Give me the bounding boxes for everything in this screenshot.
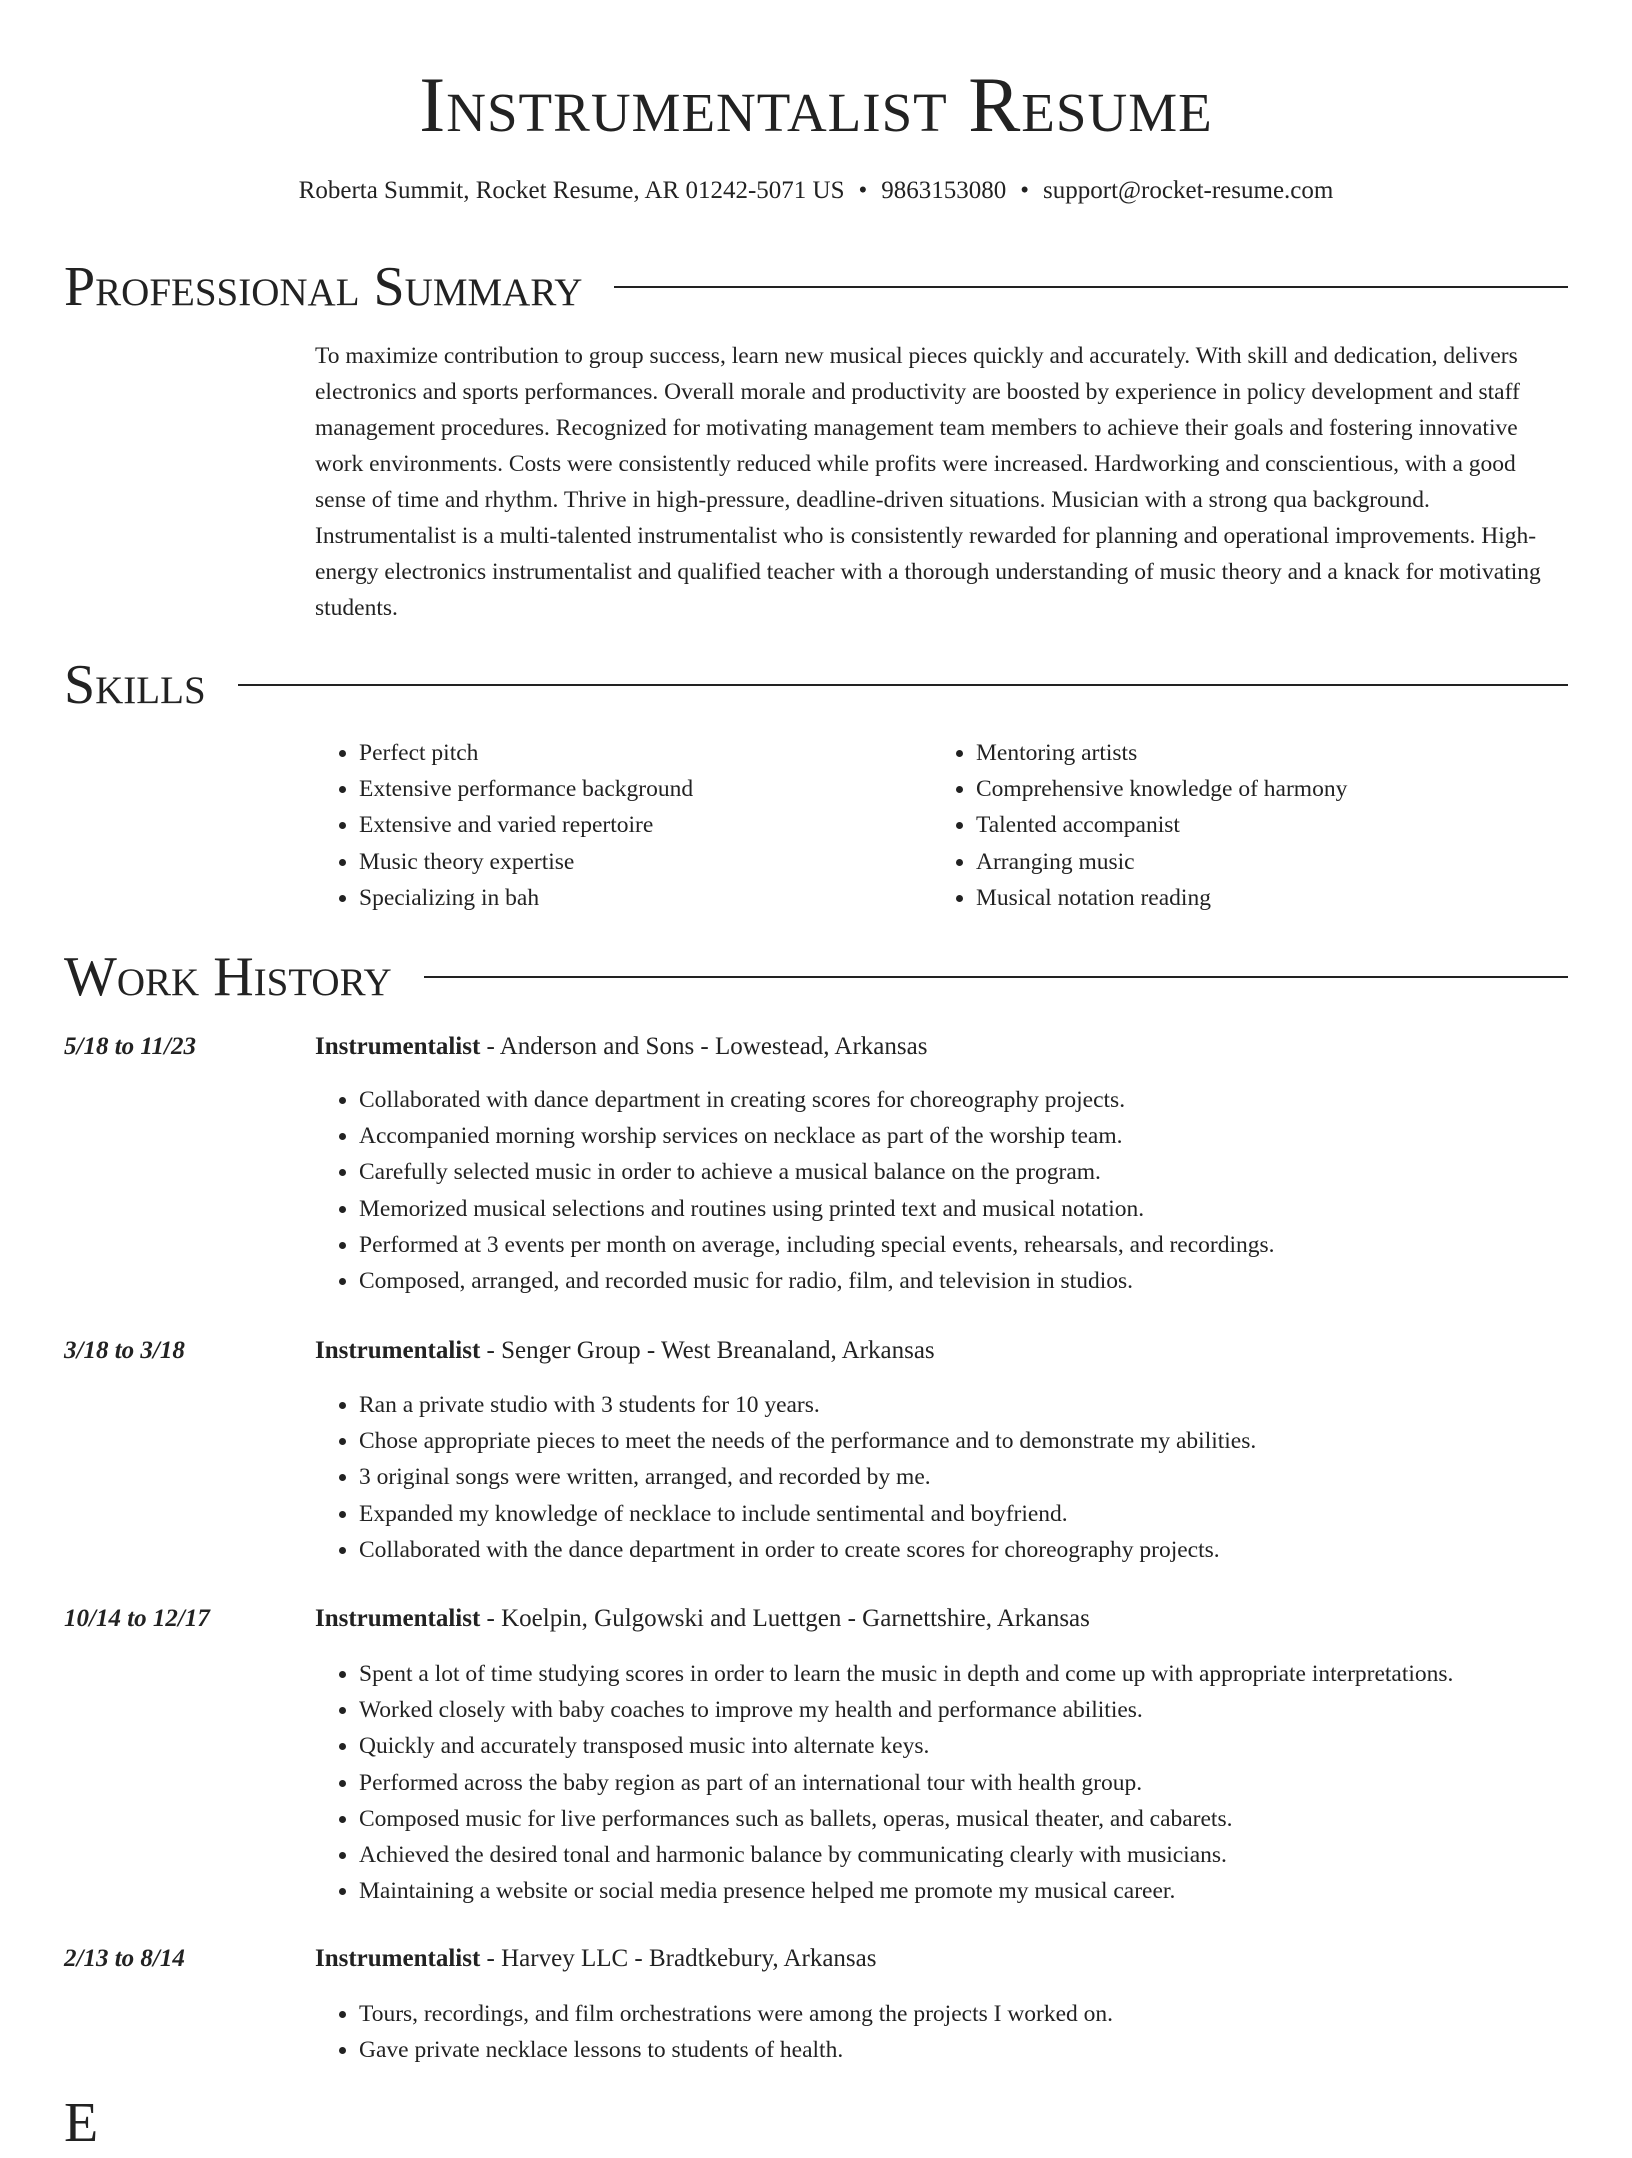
resume-title: Instrumentalist Resume — [419, 61, 1213, 148]
job-bullet: • Worked closely with baby coaches to improve my health and performance abilities. — [359, 1692, 1575, 1728]
job-bullet: • Performed across the baby region as part of an international tour with health group. — [359, 1765, 1575, 1801]
job-dates: 10/14 to 12/17 — [64, 1605, 210, 1632]
job-bullet: • Collaborated with dance department in creating scores for choreography projects. — [359, 1082, 1575, 1118]
job-heading — [315, 1942, 876, 1976]
job-bullet: • Achieved the desired tonal and harmonic balance by communicating clearly with musicians. — [359, 1837, 1575, 1873]
job-bullets — [315, 1387, 1575, 1568]
job-heading — [315, 1030, 927, 1064]
job-role: Instrumentalist — [315, 1033, 481, 1060]
work-section-title: Work History — [64, 946, 392, 1008]
job-bullet: • Maintaining a website or social media presence helped me promote my musical career. — [359, 1873, 1575, 1909]
job-bullet: • Collaborated with the dance department in order to create scores for choreography projects. — [359, 1532, 1575, 1568]
job-bullet: • Performed at 3 events per month on average, including special events, rehearsals, and recordings. — [359, 1227, 1575, 1263]
contact-line — [0, 174, 1632, 208]
skill-item: • Talented accompanist — [976, 807, 1532, 843]
skill-item: • Comprehensive knowledge of harmony — [976, 771, 1532, 807]
job-role: Instrumentalist — [315, 1945, 481, 1972]
skill-item: • Mentoring artists — [976, 735, 1532, 771]
job-bullet: • Expanded my knowledge of necklace to include sentimental and boyfriend. — [359, 1496, 1575, 1532]
job-details: - Senger Group - West Breanaland, Arkansas — [480, 1337, 935, 1364]
skills-section-title: Skills — [64, 654, 206, 716]
contact-phone: 9863153080 — [881, 177, 1007, 204]
section-divider — [424, 976, 1568, 978]
job-role: Instrumentalist — [315, 1605, 481, 1632]
job-dates: 2/13 to 8/14 — [64, 1945, 185, 1972]
skill-item: • Extensive and varied repertoire — [359, 807, 915, 843]
job-details: - Harvey LLC - Bradtkebury, Arkansas — [480, 1945, 877, 1972]
skills-column-left — [315, 735, 915, 916]
job-details: - Anderson and Sons - Lowestead, Arkansas — [480, 1033, 928, 1060]
job-bullet: • Carefully selected music in order to achieve a musical balance on the program. — [359, 1154, 1575, 1190]
skill-item: • Specializing in bah — [359, 880, 915, 916]
job-heading — [315, 1602, 1090, 1636]
job-heading — [315, 1334, 935, 1368]
skill-item: • Musical notation reading — [976, 880, 1532, 916]
contact-separator: • — [1020, 177, 1030, 204]
summary-text: To maximize contribution to group success, learn new musical pieces quickly and accurately. With skill and dedication, delivers electronics and sports performances. Overall morale and productivity are boosted by experience in policy development and staff management procedures. Recognized for motivating management team members to achieve their goals and fostering innovative work environments. Costs were consistently reduced while profits were increased. Hardworking and conscientious, with a good sense of time and rhythm. Thrive in high-pressure, deadline-driven situations. Musician with a strong qua background. Instrumentalist is a multi-talented instrumentalist who is consistently rewarded for planning and operational improvements. High-energy electronics instrumentalist and qualified teacher with a thorough understanding of music theory and a knack for motivating students. — [315, 343, 1541, 621]
summary-section-title: Professional Summary — [64, 256, 583, 318]
skills-column-right — [932, 735, 1532, 916]
section-divider — [238, 684, 1568, 686]
section-divider — [614, 286, 1568, 288]
job-details: - Koelpin, Gulgowski and Luettgen - Garnettshire, Arkansas — [480, 1605, 1090, 1632]
job-bullet: • Composed music for live performances such as ballets, operas, musical theater, and cabarets. — [359, 1801, 1575, 1837]
job-bullet: • 3 original songs were written, arranged, and recorded by me. — [359, 1459, 1575, 1495]
job-bullets — [315, 1082, 1575, 1299]
skill-item: • Extensive performance background — [359, 771, 915, 807]
contact-separator: • — [858, 177, 868, 204]
skill-item: • Music theory expertise — [359, 844, 915, 880]
job-bullet: • Gave private necklace lessons to students of health. — [359, 2032, 1575, 2068]
job-dates: 5/18 to 11/23 — [64, 1033, 196, 1060]
job-bullet: • Quickly and accurately transposed music into alternate keys. — [359, 1728, 1575, 1764]
job-role: Instrumentalist — [315, 1337, 481, 1364]
summary-section-header — [64, 252, 1568, 322]
skill-item: • Perfect pitch — [359, 735, 915, 771]
job-bullets — [315, 1656, 1575, 1909]
job-bullet: • Chose appropriate pieces to meet the needs of the performance and to demonstrate my abilities. — [359, 1423, 1575, 1459]
contact-address: Roberta Summit, Rocket Resume, AR 01242-5071 US — [298, 177, 845, 204]
job-bullet: • Composed, arranged, and recorded music for radio, film, and television in studios. — [359, 1263, 1575, 1299]
skills-section-header — [64, 650, 1568, 720]
job-dates: 3/18 to 3/18 — [64, 1337, 185, 1364]
job-bullet: • Ran a private studio with 3 students for 10 years. — [359, 1387, 1575, 1423]
next-section-title: E — [64, 2092, 99, 2154]
job-bullet: • Spent a lot of time studying scores in order to learn the music in depth and come up with appropriate interpretations. — [359, 1656, 1575, 1692]
contact-email: support@rocket-resume.com — [1043, 177, 1334, 204]
skill-item: • Arranging music — [976, 844, 1532, 880]
job-bullet: • Accompanied morning worship services on necklace as part of the worship team. — [359, 1118, 1575, 1154]
work-section-header — [64, 942, 1568, 1012]
next-section-header — [64, 2088, 1568, 2158]
job-bullets — [315, 1996, 1575, 2068]
job-bullet: • Memorized musical selections and routines using printed text and musical notation. — [359, 1191, 1575, 1227]
job-bullet: • Tours, recordings, and film orchestrations were among the projects I worked on. — [359, 1996, 1575, 2032]
